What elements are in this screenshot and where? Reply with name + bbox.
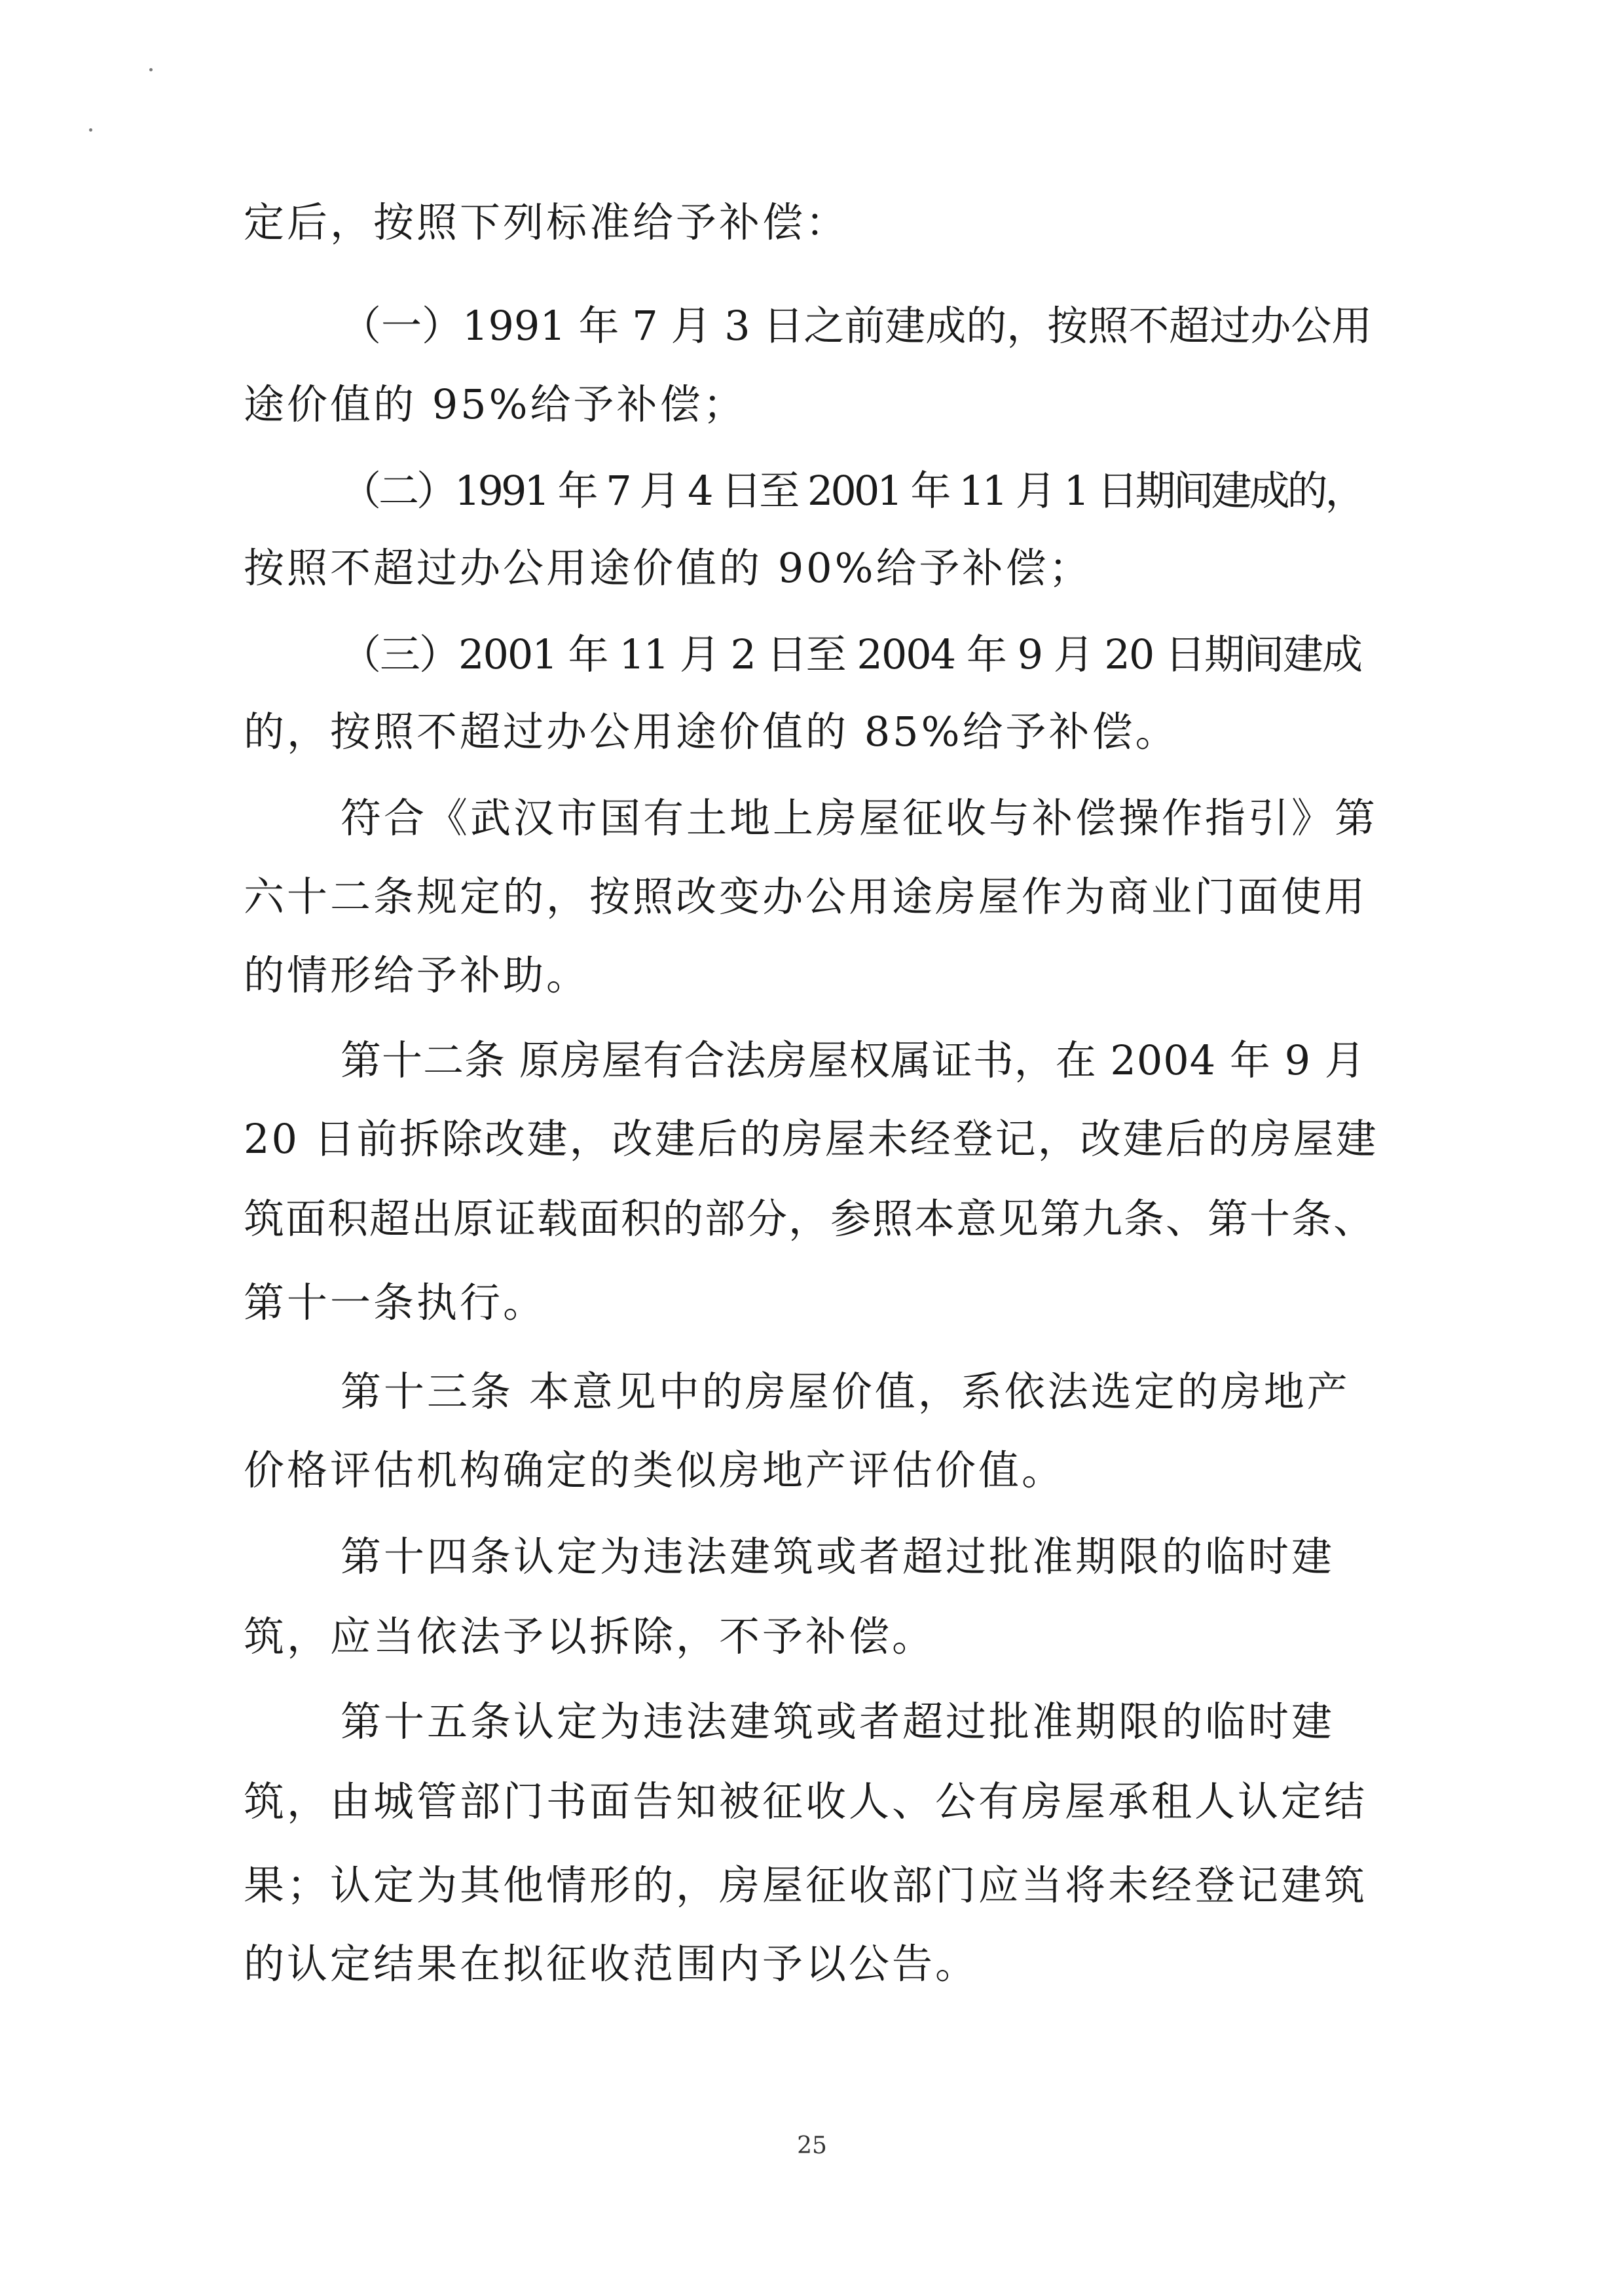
scan-speck — [149, 68, 153, 71]
text-line: 第十四条认定为违法建筑或者超过批准期限的临时建 — [341, 1533, 1335, 1580]
text-line: （三）2001 年 11 月 2 日至 2004 年 9 月 20 日期间建成 — [341, 630, 1362, 678]
text-line: 第十三条 本意见中的房屋价值，系依法选定的房地产 — [341, 1368, 1350, 1415]
text-line: 果；认定为其他情形的，房屋征收部门应当将未经登记建筑 — [244, 1861, 1368, 1909]
text-line: 的，按照不超过办公用途价值的 85%给予补偿。 — [244, 708, 1179, 756]
text-line: 的认定结果在拟征收范围内予以公告。 — [244, 1940, 979, 1988]
scan-speck — [89, 128, 92, 132]
text-line: 符合《武汉市国有土地上房屋征收与补偿操作指引》第 — [341, 794, 1378, 842]
text-line: （一）1991 年 7 月 3 日之前建成的，按照不超过办公用 — [341, 302, 1373, 350]
page-number: 25 — [797, 2132, 827, 2159]
text-line: （二）1991 年 7 月 4 日至 2001 年 11 月 1 日期间建成的， — [341, 467, 1363, 515]
text-line: 第十五条认定为违法建筑或者超过批准期限的临时建 — [341, 1698, 1335, 1745]
text-line: 筑，由城管部门书面告知被征收人、公有房屋承租人认定结 — [244, 1777, 1368, 1825]
text-line: 定后，按照下列标准给予补偿： — [244, 198, 849, 246]
text-line: 筑，应当依法予以拆除，不予补偿。 — [244, 1613, 936, 1660]
text-line: 六十二条规定的，按照改变办公用途房屋作为商业门面使用 — [244, 873, 1368, 920]
text-line: 第十二条 原房屋有合法房屋权属证书，在 2004 年 9 月 — [341, 1036, 1366, 1084]
text-line: 的情形给予补助。 — [244, 951, 590, 999]
text-line: 第十一条执行。 — [244, 1279, 547, 1326]
text-line: 按照不超过办公用途价值的 90%给予补偿； — [244, 544, 1092, 592]
text-line: 途价值的 95%给予补偿； — [244, 380, 747, 428]
text-line: 筑面积超出原证载面积的部分，参照本意见第九条、第十条、 — [244, 1195, 1376, 1243]
text-line: 价格评估机构确定的类似房地产评估价值。 — [244, 1446, 1065, 1494]
text-line: 20 日前拆除改建，改建后的房屋未经登记，改建后的房屋建 — [244, 1115, 1378, 1163]
